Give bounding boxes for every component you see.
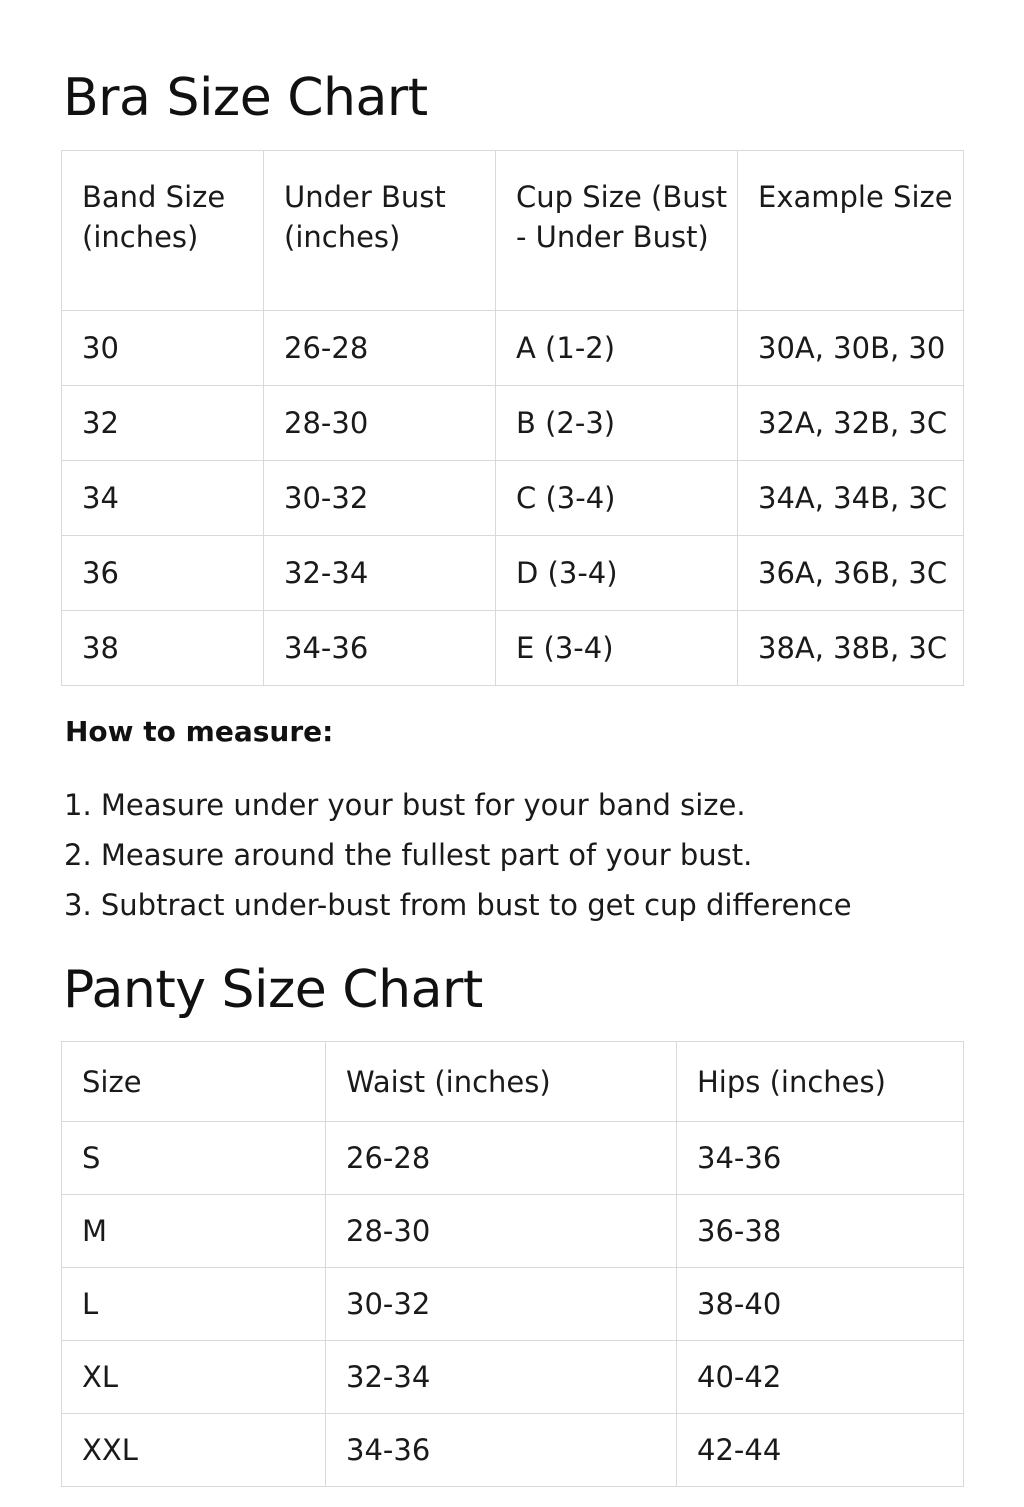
panty-chart-title: Panty Size Chart — [63, 960, 483, 1020]
table-row — [62, 611, 964, 686]
table-row — [62, 1414, 964, 1487]
table-row — [62, 1195, 964, 1268]
table-cell: L — [62, 1268, 326, 1341]
table-row — [62, 386, 964, 461]
column-header-cup-size: Cup Size (Bust - Under Bust) — [496, 151, 738, 311]
column-header-under-bust: Under Bust (inches) — [264, 151, 496, 311]
column-header-size: Size — [62, 1042, 326, 1122]
table-cell: 34-36 — [326, 1414, 677, 1487]
table-cell: E (3-4) — [496, 611, 738, 686]
table-cell: 30-32 — [326, 1268, 677, 1341]
table-cell: 28-30 — [326, 1195, 677, 1268]
table-cell: 32 — [62, 386, 264, 461]
table-cell: 42-44 — [677, 1414, 964, 1487]
bra-size-table — [61, 150, 964, 686]
table-cell: 36 — [62, 536, 264, 611]
table-row — [62, 1268, 964, 1341]
table-header-row — [62, 151, 964, 311]
table-cell: 26-28 — [326, 1122, 677, 1195]
table-cell: 32-34 — [264, 536, 496, 611]
table-cell: 36A, 36B, 3C — [738, 536, 964, 611]
column-header-hips: Hips (inches) — [677, 1042, 964, 1122]
how-to-measure-heading: How to measure: — [65, 715, 334, 748]
table-cell: 38-40 — [677, 1268, 964, 1341]
list-item: 2. Measure around the fullest part of your bust. — [64, 838, 753, 872]
table-cell: 30-32 — [264, 461, 496, 536]
table-cell: C (3-4) — [496, 461, 738, 536]
table-row — [62, 536, 964, 611]
table-cell: 32-34 — [326, 1341, 677, 1414]
table-cell: 36-38 — [677, 1195, 964, 1268]
table-cell: S — [62, 1122, 326, 1195]
table-cell: 38A, 38B, 3C — [738, 611, 964, 686]
table-cell: XXL — [62, 1414, 326, 1487]
table-cell: 34A, 34B, 3C — [738, 461, 964, 536]
table-cell: 34 — [62, 461, 264, 536]
table-cell: 40-42 — [677, 1341, 964, 1414]
table-cell: 28-30 — [264, 386, 496, 461]
table-cell: B (2-3) — [496, 386, 738, 461]
bra-chart-title: Bra Size Chart — [63, 68, 428, 128]
table-cell: D (3-4) — [496, 536, 738, 611]
column-header-waist: Waist (inches) — [326, 1042, 677, 1122]
table-cell: 26-28 — [264, 311, 496, 386]
column-header-example-size: Example Size — [738, 151, 964, 311]
table-cell: M — [62, 1195, 326, 1268]
table-cell: 30A, 30B, 30 — [738, 311, 964, 386]
list-item: 1. Measure under your bust for your band size. — [64, 788, 746, 822]
table-row — [62, 311, 964, 386]
table-cell: 34-36 — [677, 1122, 964, 1195]
list-item: 3. Subtract under-bust from bust to get cup difference — [64, 888, 852, 922]
table-cell: 34-36 — [264, 611, 496, 686]
table-row — [62, 1341, 964, 1414]
table-cell: 32A, 32B, 3C — [738, 386, 964, 461]
table-row — [62, 461, 964, 536]
table-cell: 30 — [62, 311, 264, 386]
panty-size-table — [61, 1041, 964, 1487]
table-cell: A (1-2) — [496, 311, 738, 386]
measure-steps-list — [64, 780, 964, 930]
table-cell: XL — [62, 1341, 326, 1414]
table-row — [62, 1122, 964, 1195]
table-header-row — [62, 1042, 964, 1122]
column-header-band-size: Band Size (inches) — [62, 151, 264, 311]
table-cell: 38 — [62, 611, 264, 686]
